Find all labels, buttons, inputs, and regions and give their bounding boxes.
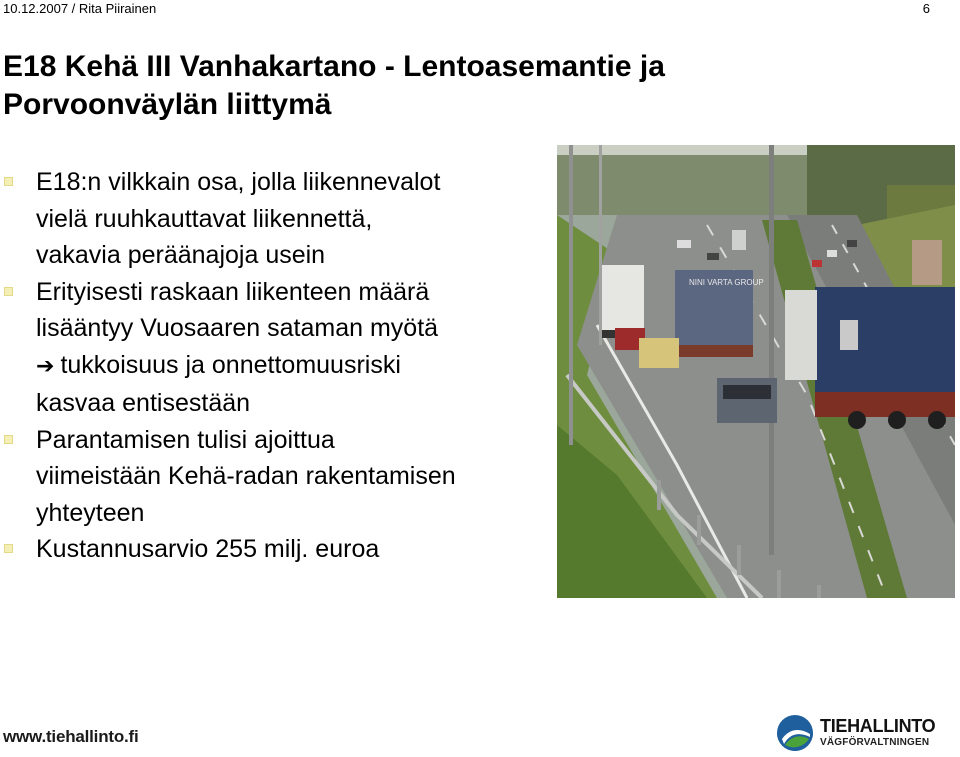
bullet-line: vakavia peräänajoja usein (36, 241, 326, 269)
tiehallinto-logo-icon (776, 714, 814, 752)
bullet-line: Erityisesti raskaan liikenteen määrä (36, 277, 430, 306)
truck-text: NINI VARTA GROUP (689, 278, 764, 287)
bullet-line: kasvaa entisestään (36, 389, 251, 417)
page-number: 6 (922, 1, 930, 16)
bullet-line: viimeistään Kehä-radan rakentamisen (36, 462, 456, 490)
slide-title (3, 48, 863, 124)
bullet-line: E18:n vilkkain osa, jolla liikennevalot (36, 168, 441, 196)
highway-traffic-photo (557, 145, 955, 598)
title-line-2: Porvoonväylän liittymä (3, 88, 332, 121)
logo-subtitle: VÄGFÖRVALTNINGEN (820, 737, 930, 748)
bullet-marker-icon (4, 435, 13, 444)
bullet-line: Kustannusarvio 255 milj. euroa (36, 535, 380, 563)
bullet-line (36, 347, 548, 386)
header-meta: 10.12.2007 / Rita Piirainen (3, 1, 157, 16)
bullet-marker-icon (4, 177, 13, 186)
bullet-line: Parantamisen tulisi ajoittua (36, 425, 335, 454)
bullet-line: yhteyteen (36, 498, 145, 527)
bullet-line-text: tukkoisuus ja onnettomuusriski (60, 350, 401, 379)
bullet-list (3, 164, 548, 568)
bullet-line: lisääntyy Vuosaaren sataman myötä (36, 314, 439, 342)
bullet-marker-icon (4, 544, 13, 553)
bullet-marker-icon (4, 287, 13, 296)
highway-photo-illustration (557, 145, 955, 598)
bullet-item (3, 531, 548, 568)
title-line-1: E18 Kehä III Vanhakartano - Lentoasemantie ja (3, 50, 665, 83)
bullet-item (3, 422, 548, 532)
bullet-item (3, 274, 548, 422)
logo-name: TIEHALLINTO (820, 716, 936, 736)
footer-url: www.tiehallinto.fi (3, 727, 139, 746)
arrow-right-icon: ➔ (36, 353, 55, 379)
bullet-item (3, 164, 548, 274)
bullet-line: vielä ruuhkauttavat liikennettä, (36, 204, 373, 233)
tiehallinto-logo (776, 710, 956, 755)
